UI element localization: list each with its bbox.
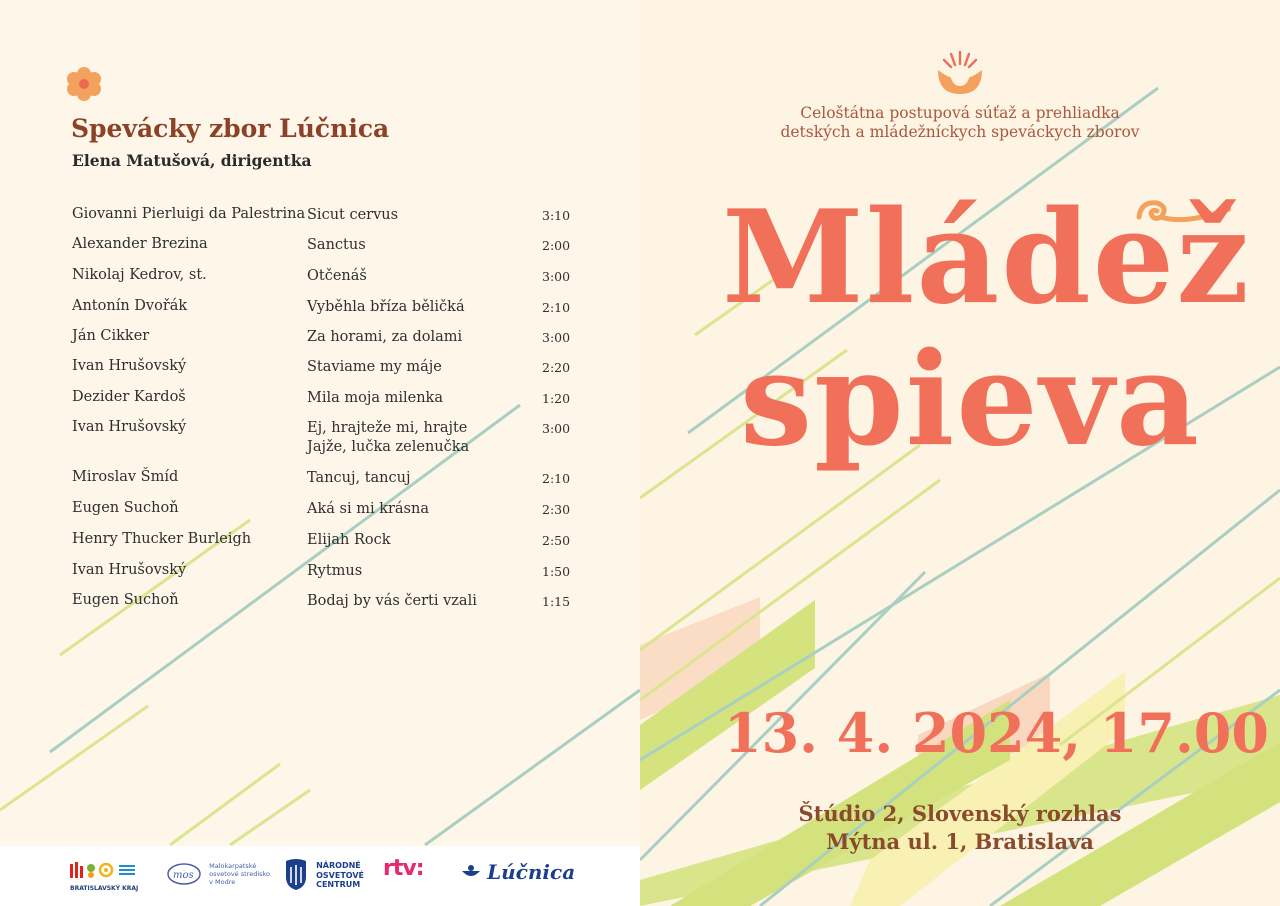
mos-line3: v Modre <box>209 878 236 886</box>
composer: Ivan Hrušovský <box>72 358 187 374</box>
piece-title: Jajže, lučka zelenučka <box>307 439 470 455</box>
title-line2: spieva <box>740 325 1201 475</box>
duration: 2:10 <box>542 300 571 315</box>
piece-title: Staviame my máje <box>307 359 442 375</box>
piece-title: Vyběhla bříza běličká <box>307 299 465 315</box>
duration: 3:00 <box>542 330 571 345</box>
mos-modra-logo <box>167 862 270 886</box>
duration: 3:10 <box>542 208 571 223</box>
composer: Ján Cikker <box>72 328 150 344</box>
mos-line2: osvetové stredisko <box>209 870 271 878</box>
duration: 2:10 <box>542 471 571 486</box>
piece-title: Bodaj by vás čerti vzali <box>307 593 477 609</box>
conductor-name: Elena Matušová, dirigentka <box>72 151 312 170</box>
duration: 1:20 <box>542 391 571 406</box>
composer: Giovanni Pierluigi da Palestrina <box>72 206 306 222</box>
flower-icon <box>64 66 104 102</box>
duration: 2:30 <box>542 502 571 517</box>
venue-line2: Mýtna ul. 1, Bratislava <box>826 829 1094 854</box>
lucnica-logo <box>460 860 575 884</box>
sun-hands-icon <box>934 48 986 98</box>
piece-title: Aká si mi krásna <box>307 501 429 517</box>
duration: 1:50 <box>542 564 571 579</box>
composer: Henry Thucker Burleigh <box>72 531 252 547</box>
duration: 2:20 <box>542 360 571 375</box>
piece-title: Otčenáš <box>307 268 367 284</box>
composer: Antonín Dvořák <box>72 298 188 314</box>
composer: Eugen Suchoň <box>72 500 179 516</box>
piece-title: Sanctus <box>307 237 366 253</box>
composer: Dezider Kardoš <box>72 389 186 405</box>
duration: 2:00 <box>542 238 571 253</box>
piece-title: Elijah Rock <box>307 532 391 548</box>
piece-title: Rytmus <box>307 563 363 579</box>
svg-text:mos: mos <box>173 870 194 881</box>
piece-title: Tancuj, tancuj <box>307 470 411 486</box>
lucnica-logo-text: Lúčnica <box>487 860 576 884</box>
noc-logo <box>284 857 364 891</box>
composer: Alexander Brezina <box>72 236 208 252</box>
rtv-logo-text: rtv: <box>383 856 424 881</box>
venue-line1: Štúdio 2, Slovenský rozhlas <box>798 801 1122 826</box>
duration: 1:15 <box>542 594 571 609</box>
rtvs-logo <box>383 856 424 881</box>
duration: 3:00 <box>542 269 571 284</box>
composer: Miroslav Šmíd <box>72 469 179 485</box>
noc-line2: OSVETOVÉ <box>316 870 365 880</box>
piece-title: Ej, hrajteže mi, hrajte <box>307 420 468 436</box>
mos-line1: Malokarpatské <box>209 862 257 870</box>
sponsor-logos <box>0 846 640 906</box>
noc-line1: NÁRODNÉ <box>316 861 361 870</box>
bratislava-region-logo <box>70 860 138 892</box>
title-line1: Mládež <box>722 183 1251 333</box>
noc-line3: CENTRUM <box>316 880 361 889</box>
piece-title: Sicut cervus <box>307 207 399 223</box>
piece-title: Za horami, za dolami <box>307 329 463 345</box>
duration: 2:50 <box>542 533 571 548</box>
piece-title: Mila moja milenka <box>307 390 443 406</box>
bratislava-logo-text: BRATISLAVSKÝ KRAJ <box>70 885 139 892</box>
composer: Eugen Suchoň <box>72 592 179 608</box>
festival-subtitle-line1: Celoštátna postupová súťaž a prehliadka <box>800 104 1120 122</box>
festival-subtitle-line2: detských a mládežníckych speváckych zborov <box>780 123 1140 141</box>
composer: Ivan Hrušovský <box>72 562 187 578</box>
duration: 3:00 <box>542 421 571 436</box>
composer: Nikolaj Kedrov, st. <box>72 267 207 283</box>
composer: Ivan Hrušovský <box>72 419 187 435</box>
event-date: 13. 4. 2024, 17.00 <box>724 701 1269 765</box>
choir-title: Spevácky zbor Lúčnica <box>71 114 390 143</box>
